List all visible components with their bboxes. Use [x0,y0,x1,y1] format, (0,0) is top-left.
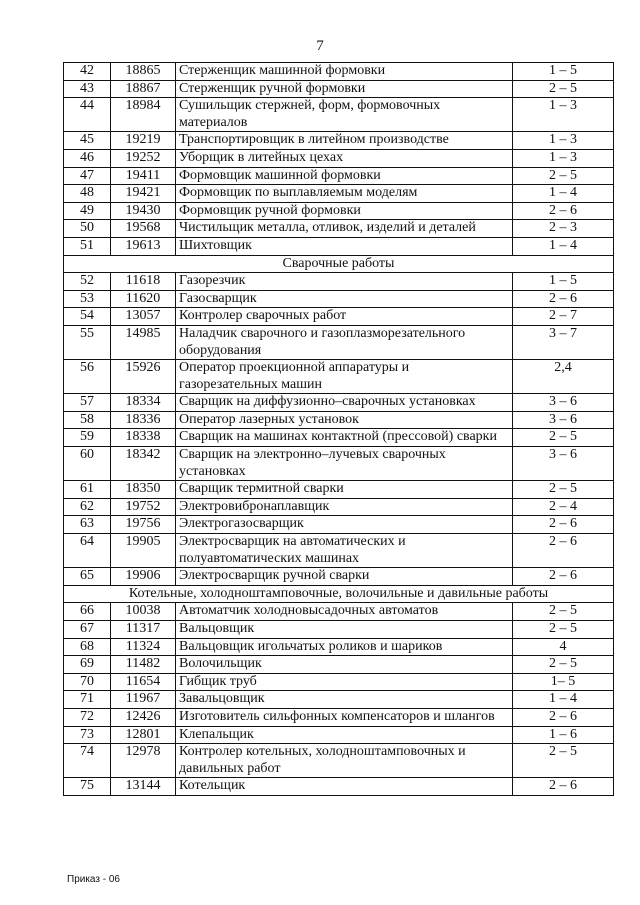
profession-name: Оператор проекционной аппаратуры и газорезательных машин [176,360,513,394]
row-number: 52 [64,273,111,291]
grade-range: 1 – 6 [513,726,614,744]
profession-name: Вальцовщик игольчатых роликов и шариков [176,638,513,656]
row-number: 71 [64,691,111,709]
table-row [64,132,614,150]
row-number: 61 [64,481,111,499]
row-number: 49 [64,202,111,220]
profession-name: Электросварщик ручной сварки [176,568,513,586]
table-row [64,481,614,499]
profession-code: 19421 [111,185,176,203]
row-number: 67 [64,621,111,639]
page-number: 7 [316,38,324,54]
profession-code: 19411 [111,167,176,185]
row-number: 66 [64,603,111,621]
table-row [64,638,614,656]
grade-range: 1 – 5 [513,63,614,81]
profession-name: Электрогазосварщик [176,516,513,534]
row-number: 54 [64,308,111,326]
table-row [64,708,614,726]
section-title: Котельные, холодноштамповочные, волочильные и давильные работы [64,585,614,603]
grade-range: 1 – 5 [513,273,614,291]
profession-name: Электросварщик на автоматических и полуавтоматических машинах [176,534,513,568]
grade-range: 1 – 3 [513,132,614,150]
table-body [64,63,614,796]
row-number: 63 [64,516,111,534]
row-number: 43 [64,80,111,98]
profession-code: 19613 [111,237,176,255]
professions-table [63,62,614,796]
grade-range: 2 – 5 [513,80,614,98]
table-row [64,202,614,220]
table-row [64,726,614,744]
table-row [64,778,614,796]
profession-code: 19252 [111,149,176,167]
profession-name: Клепальщик [176,726,513,744]
profession-code: 19756 [111,516,176,534]
row-number: 48 [64,185,111,203]
profession-name: Вальцовщик [176,621,513,639]
grade-range: 2 – 3 [513,220,614,238]
profession-name: Чистильщик металла, отливок, изделий и деталей [176,220,513,238]
profession-code: 18338 [111,429,176,447]
table-row [64,568,614,586]
profession-code: 19430 [111,202,176,220]
row-number: 46 [64,149,111,167]
table-row [64,325,614,359]
profession-name: Автоматчик холодновысадочных автоматов [176,603,513,621]
profession-code: 11324 [111,638,176,656]
table-row [64,603,614,621]
row-number: 74 [64,744,111,778]
profession-name: Изготовитель сильфонных компенсаторов и шлангов [176,708,513,726]
row-number: 73 [64,726,111,744]
grade-range: 3 – 6 [513,394,614,412]
grade-range: 2 – 6 [513,778,614,796]
table-row [64,237,614,255]
row-number: 57 [64,394,111,412]
row-number: 42 [64,63,111,81]
profession-code: 11620 [111,290,176,308]
profession-code: 18334 [111,394,176,412]
profession-code: 12426 [111,708,176,726]
profession-code: 18984 [111,98,176,132]
row-number: 51 [64,237,111,255]
grade-range: 2 – 7 [513,308,614,326]
table-row [64,63,614,81]
profession-name: Гибщик труб [176,673,513,691]
table-row [64,149,614,167]
row-number: 65 [64,568,111,586]
grade-range: 2,4 [513,360,614,394]
grade-range: 2 – 6 [513,290,614,308]
row-number: 50 [64,220,111,238]
profession-name: Электровибронаплавщик [176,498,513,516]
row-number: 62 [64,498,111,516]
profession-code: 10038 [111,603,176,621]
profession-name: Стерженщик ручной формовки [176,80,513,98]
profession-name: Контролер сварочных работ [176,308,513,326]
profession-code: 18350 [111,481,176,499]
profession-name: Сварщик термитной сварки [176,481,513,499]
grade-range: 2 – 4 [513,498,614,516]
row-number: 64 [64,534,111,568]
table-row [64,394,614,412]
table-row [64,656,614,674]
row-number: 53 [64,290,111,308]
grade-range: 3 – 7 [513,325,614,359]
profession-code: 18865 [111,63,176,81]
grade-range: 2 – 6 [513,568,614,586]
table-row [64,673,614,691]
grade-range: 2 – 5 [513,621,614,639]
grade-range: 2 – 5 [513,429,614,447]
table-row [64,98,614,132]
grade-range: 1 – 4 [513,185,614,203]
profession-code: 11482 [111,656,176,674]
table-row [64,273,614,291]
grade-range: 2 – 5 [513,481,614,499]
grade-range: 4 [513,638,614,656]
profession-code: 19906 [111,568,176,586]
profession-code: 19568 [111,220,176,238]
table-row [64,516,614,534]
section-header-row [64,255,614,273]
grade-range: 2 – 6 [513,708,614,726]
table-row [64,80,614,98]
profession-name: Формовщик машинной формовки [176,167,513,185]
profession-name: Котельщик [176,778,513,796]
table-row [64,447,614,481]
profession-name: Стерженщик машинной формовки [176,63,513,81]
row-number: 59 [64,429,111,447]
table-row [64,220,614,238]
row-number: 47 [64,167,111,185]
table-row [64,534,614,568]
table-row [64,290,614,308]
grade-range: 2 – 6 [513,534,614,568]
row-number: 68 [64,638,111,656]
profession-code: 19219 [111,132,176,150]
profession-name: Шихтовщик [176,237,513,255]
profession-name: Газорезчик [176,273,513,291]
profession-name: Формовщик по выплавляемым моделям [176,185,513,203]
row-number: 55 [64,325,111,359]
section-header-row [64,585,614,603]
footer-note: Приказ - 06 [67,874,120,885]
table-row [64,498,614,516]
table-row [64,411,614,429]
profession-name: Оператор лазерных установок [176,411,513,429]
profession-code: 11654 [111,673,176,691]
profession-name: Наладчик сварочного и газоплазморезательного оборудования [176,325,513,359]
grade-range: 3 – 6 [513,447,614,481]
profession-name: Завальцовщик [176,691,513,709]
row-number: 69 [64,656,111,674]
profession-code: 13144 [111,778,176,796]
profession-code: 19905 [111,534,176,568]
profession-code: 19752 [111,498,176,516]
grade-range: 1 – 3 [513,98,614,132]
table-row [64,744,614,778]
table-row [64,360,614,394]
profession-name: Контролер котельных, холодноштамповочных и давильных работ [176,744,513,778]
table-row [64,621,614,639]
profession-code: 18336 [111,411,176,429]
profession-name: Сварщик на машинах контактной (прессовой) сварки [176,429,513,447]
grade-range: 1 – 4 [513,691,614,709]
grade-range: 3 – 6 [513,411,614,429]
profession-name: Газосварщик [176,290,513,308]
profession-code: 11967 [111,691,176,709]
profession-name: Формовщик ручной формовки [176,202,513,220]
profession-name: Сварщик на электронно–лучевых сварочных установках [176,447,513,481]
profession-code: 15926 [111,360,176,394]
grade-range: 2 – 5 [513,744,614,778]
profession-name: Сварщик на диффузионно–сварочных установках [176,394,513,412]
grade-range: 2 – 5 [513,167,614,185]
row-number: 45 [64,132,111,150]
row-number: 58 [64,411,111,429]
grade-range: 2 – 5 [513,656,614,674]
grade-range: 1 – 4 [513,237,614,255]
table-row [64,429,614,447]
section-title: Сварочные работы [64,255,614,273]
profession-name: Уборщик в литейных цехах [176,149,513,167]
grade-range: 2 – 6 [513,516,614,534]
profession-code: 11618 [111,273,176,291]
grade-range: 1– 5 [513,673,614,691]
row-number: 44 [64,98,111,132]
profession-code: 12978 [111,744,176,778]
profession-name: Сушильщик стержней, форм, формовочных материалов [176,98,513,132]
profession-name: Волочильщик [176,656,513,674]
row-number: 72 [64,708,111,726]
row-number: 60 [64,447,111,481]
table-row [64,185,614,203]
profession-code: 12801 [111,726,176,744]
grade-range: 2 – 5 [513,603,614,621]
table-row [64,308,614,326]
profession-code: 18867 [111,80,176,98]
grade-range: 1 – 3 [513,149,614,167]
profession-code: 14985 [111,325,176,359]
profession-name: Транспортировщик в литейном производстве [176,132,513,150]
profession-code: 18342 [111,447,176,481]
profession-code: 11317 [111,621,176,639]
grade-range: 2 – 6 [513,202,614,220]
table-row [64,167,614,185]
profession-code: 13057 [111,308,176,326]
table-row [64,691,614,709]
row-number: 56 [64,360,111,394]
row-number: 70 [64,673,111,691]
row-number: 75 [64,778,111,796]
